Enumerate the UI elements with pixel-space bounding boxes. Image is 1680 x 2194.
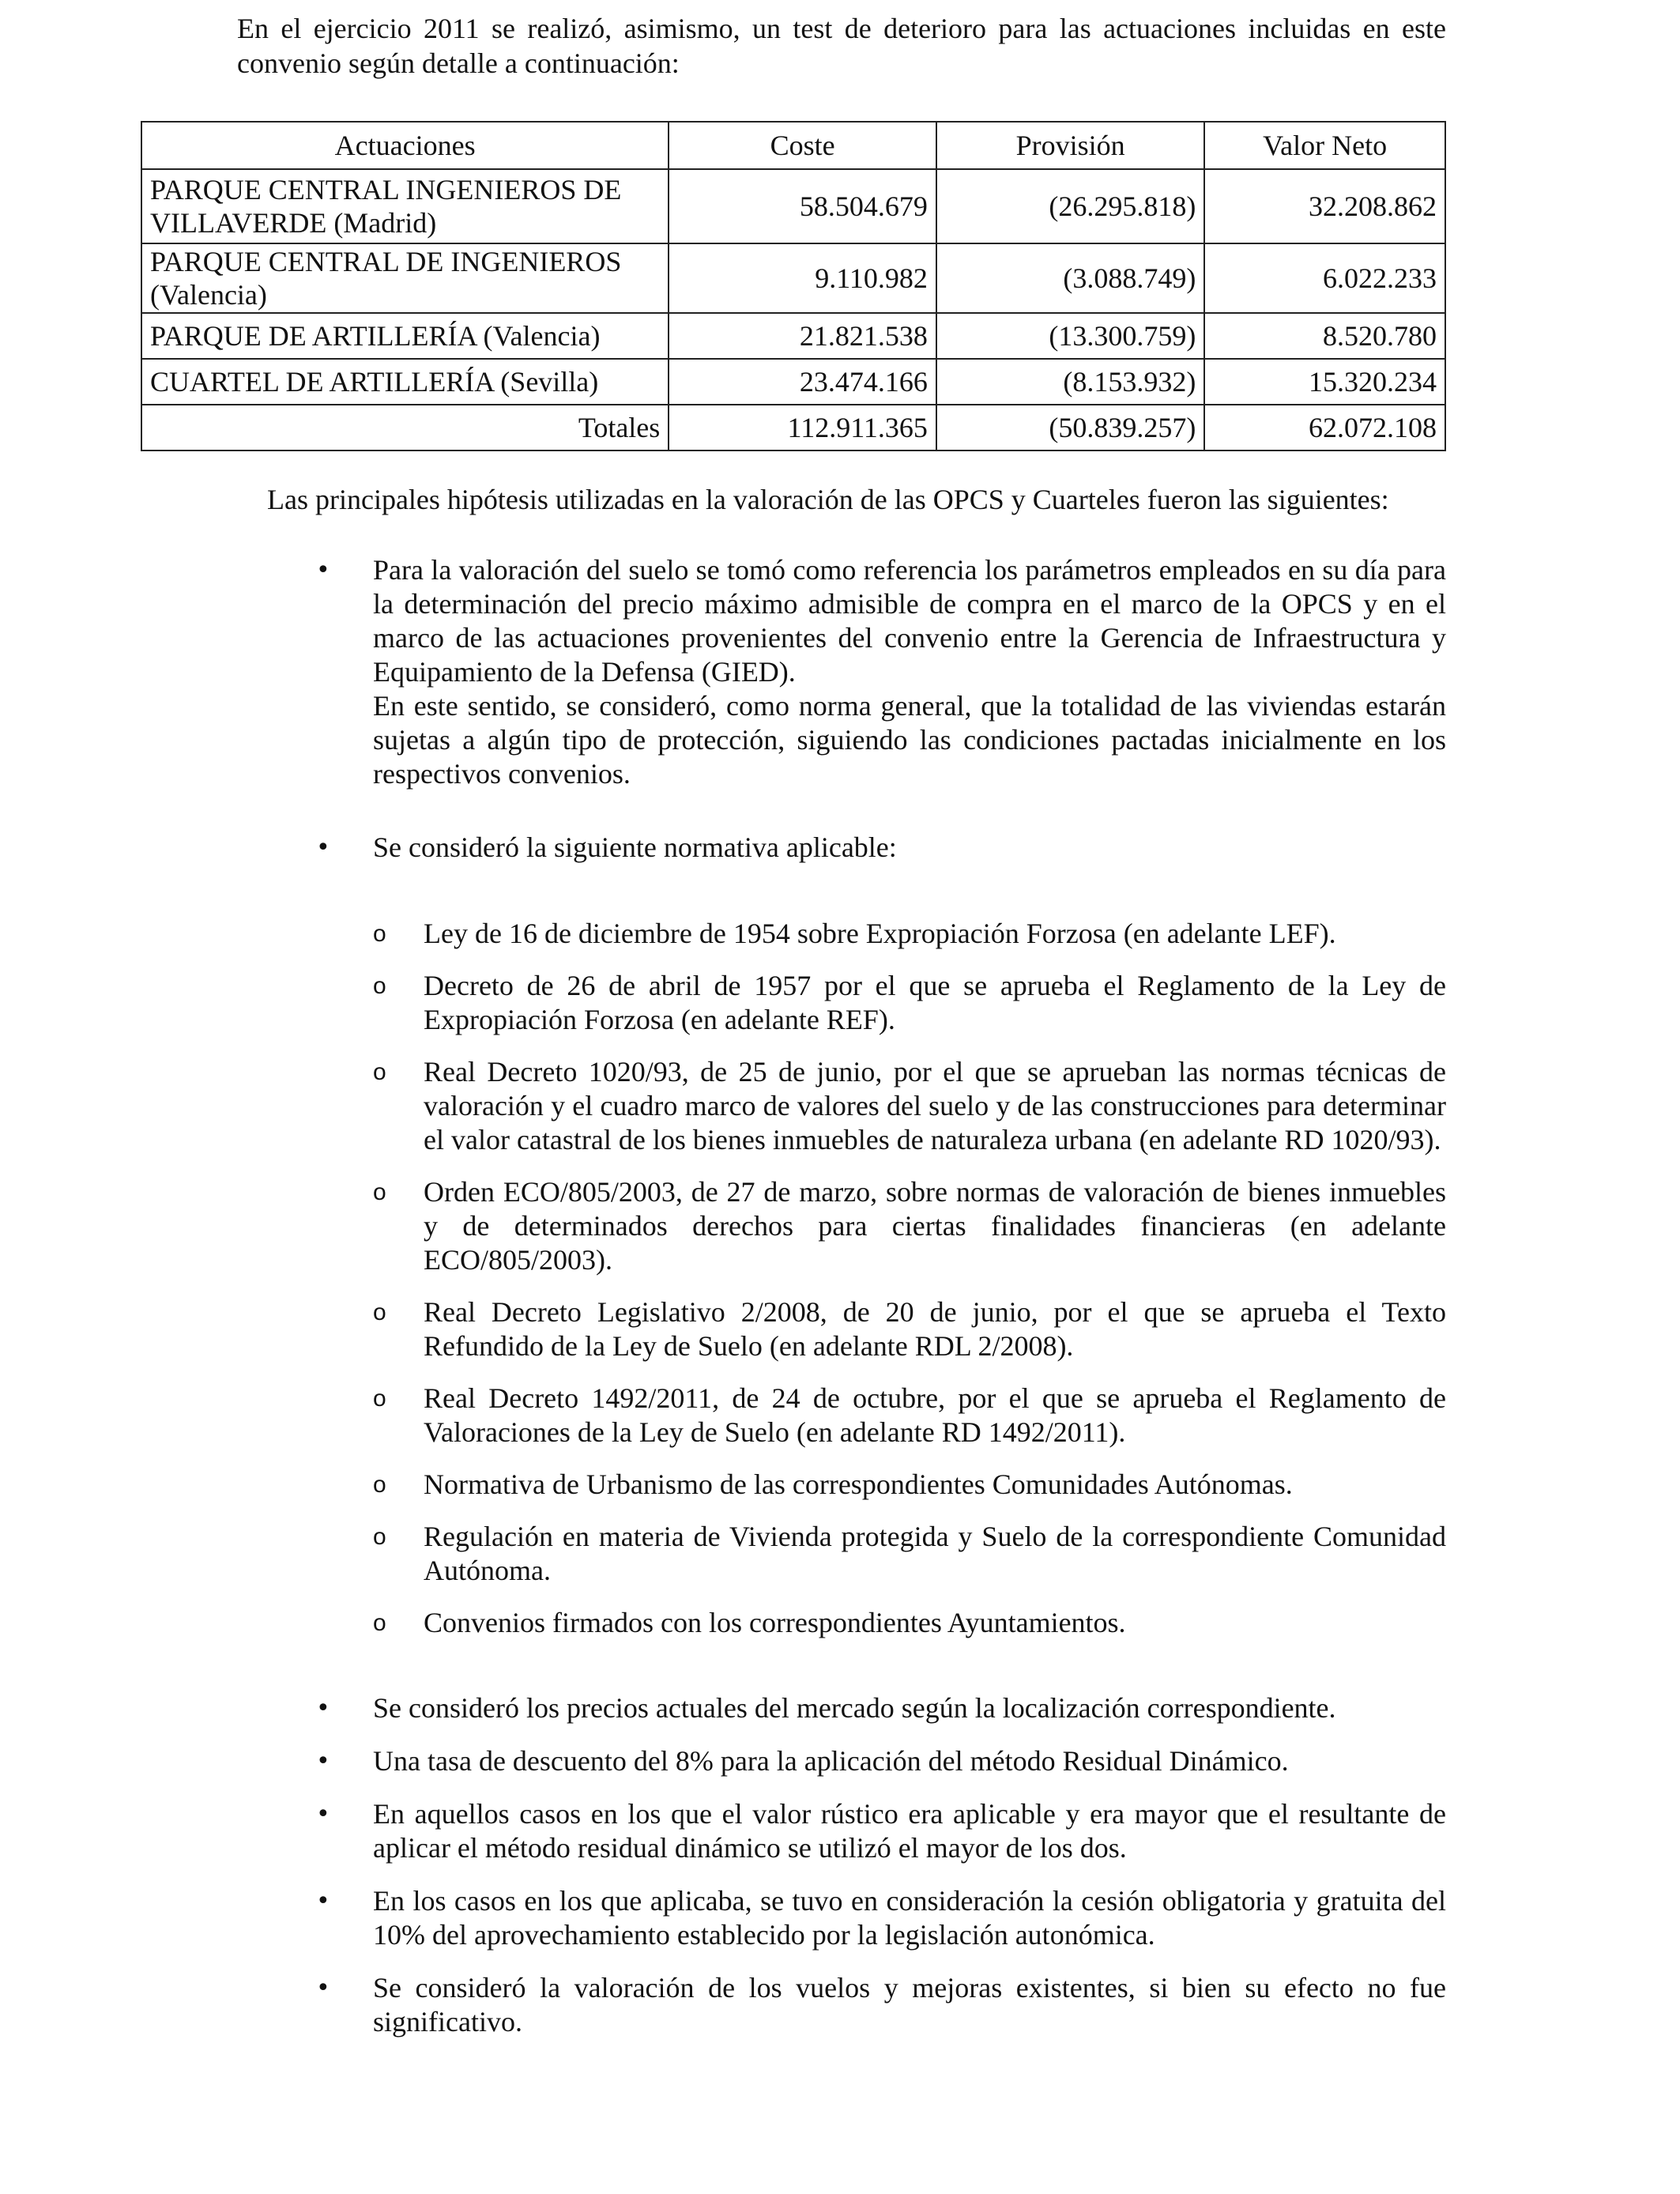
row-name [141, 169, 669, 243]
list-item [316, 1744, 1446, 1778]
row-coste: 58.504.679 [669, 169, 936, 243]
row-coste: 23.474.166 [669, 359, 936, 405]
sub-item-text: Real Decreto Legislativo 2/2008, de 20 de junio, por el que se aprueba el Texto Refundido de la Ley de Suelo (en adelante RDL 2/2008). [424, 1296, 1446, 1362]
row-neto: 32.208.862 [1204, 169, 1445, 243]
list-item [316, 1797, 1446, 1865]
impairment-table [141, 121, 1446, 451]
row-name: PARQUE DE ARTILLERÍA (Valencia) [141, 313, 669, 359]
table-row [141, 243, 1445, 313]
table-row [141, 313, 1445, 359]
totals-neto: 62.072.108 [1204, 405, 1445, 450]
bullet-marker: • [316, 1887, 330, 1915]
list-item [316, 553, 1446, 791]
sub-bullet-marker: o [373, 921, 386, 947]
row-provision: (13.300.759) [936, 313, 1204, 359]
bullet-marker: • [316, 834, 330, 861]
sub-list-item [316, 969, 1446, 1037]
table-totals-row [141, 405, 1445, 450]
bullet-marker: • [316, 1695, 330, 1722]
sub-item-text: Convenios firmados con los correspondientes Ayuntamientos. [424, 1607, 1126, 1638]
row-name-line1: PARQUE CENTRAL INGENIEROS DE [150, 174, 622, 205]
bullet-text: En este sentido, se consideró, como norma general, que la totalidad de las viviendas estarán sujetas a algún tipo de protección, siguiendo las condiciones pactadas inicialmente en los respectivos convenios. [373, 690, 1446, 790]
sub-bullet-marker: o [373, 1179, 386, 1205]
sub-bullet-marker: o [373, 1059, 386, 1085]
bullet-marker: • [316, 556, 330, 584]
list-item [316, 1971, 1446, 2039]
header-valor-neto: Valor Neto [1204, 122, 1445, 169]
row-provision: (3.088.749) [936, 243, 1204, 313]
sub-bullet-marker: o [373, 1472, 386, 1498]
sub-item-text: Real Decreto 1020/93, de 25 de junio, por el que se aprueban las normas técnicas de valoración y el cuadro marco de valores del suelo y de las construcciones para determinar el valor catastral de los bienes inmuebles de naturaleza urbana (en adelante RD 1020/93). [424, 1056, 1446, 1155]
bullet-text: En los casos en los que aplicaba, se tuvo en consideración la cesión obligatoria y gratuita del 10% del aprovechamiento establecido por la legislación autonómica. [373, 1885, 1446, 1951]
sub-list-item [316, 1175, 1446, 1277]
sub-list-item [316, 1382, 1446, 1449]
sub-list-item [316, 1468, 1446, 1502]
additional-hypotheses-list [316, 1691, 1446, 2039]
sub-bullet-marker: o [373, 1385, 386, 1412]
sub-bullet-marker: o [373, 973, 386, 999]
sub-bullet-marker: o [373, 1299, 386, 1325]
table-header-row [141, 122, 1445, 169]
table-row [141, 169, 1445, 243]
row-provision: (26.295.818) [936, 169, 1204, 243]
bullet-text: En aquellos casos en los que el valor rústico era aplicable y era mayor que el resultante de aplicar el método residual dinámico se utilizó el mayor de los dos. [373, 1798, 1446, 1864]
row-name-line1: PARQUE CENTRAL DE INGENIEROS [150, 246, 622, 277]
hypotheses-lead: Las principales hipótesis utilizadas en la valoración de las OPCS y Cuarteles fueron las siguientes: [267, 484, 1389, 515]
header-coste: Coste [669, 122, 936, 169]
bullet-text: Se consideró la siguiente normativa aplicable: [373, 831, 897, 863]
totals-coste: 112.911.365 [669, 405, 936, 450]
list-item [316, 831, 1446, 865]
totals-provision: (50.839.257) [936, 405, 1204, 450]
bullet-text: Se consideró los precios actuales del mercado según la localización correspondiente. [373, 1692, 1336, 1724]
header-actuaciones: Actuaciones [141, 122, 669, 169]
sub-item-text: Ley de 16 de diciembre de 1954 sobre Expropiación Forzosa (en adelante LEF). [424, 918, 1336, 949]
row-name-line2: VILLAVERDE (Madrid) [150, 207, 437, 239]
bullet-text: Para la valoración del suelo se tomó como referencia los parámetros empleados en su día para la determinación del precio máximo admisible de compra en el marco de la OPCS y en el marco de las actuaciones provenientes del convenio entre la Gerencia de Infraestructura y Equipamiento de la Defensa (GIED). [373, 554, 1446, 688]
list-item [316, 1884, 1446, 1952]
row-coste: 9.110.982 [669, 243, 936, 313]
header-provision: Provisión [936, 122, 1204, 169]
row-provision: (8.153.932) [936, 359, 1204, 405]
sub-bullet-marker: o [373, 1610, 386, 1636]
sub-list-item [316, 1606, 1446, 1640]
sub-item-text: Real Decreto 1492/2011, de 24 de octubre, por el que se aprueba el Reglamento de Valoraciones de la Ley de Suelo (en adelante RD 1492/2011). [424, 1382, 1446, 1448]
row-coste: 21.821.538 [669, 313, 936, 359]
intro-paragraph: En el ejercicio 2011 se realizó, asimismo, un test de deterioro para las actuaciones incluidas en este convenio según detalle a continuación: [237, 13, 1446, 79]
sub-item-text: Orden ECO/805/2003, de 27 de marzo, sobre normas de valoración de bienes inmuebles y de determinados derechos para ciertas finalidades financieras (en adelante ECO/805/2003). [424, 1176, 1446, 1276]
row-name: CUARTEL DE ARTILLERÍA (Sevilla) [141, 359, 669, 405]
sub-list-item [316, 1295, 1446, 1363]
regulations-sublist [316, 917, 1446, 1658]
row-name [141, 243, 669, 313]
sub-list-item [316, 1520, 1446, 1588]
hypotheses-list [316, 553, 1446, 865]
row-neto: 8.520.780 [1204, 313, 1445, 359]
list-item [316, 1691, 1446, 1725]
sub-item-text: Decreto de 26 de abril de 1957 por el que se aprueba el Reglamento de la Ley de Expropiación Forzosa (en adelante REF). [424, 970, 1446, 1035]
sub-list-item [316, 917, 1446, 951]
sub-bullet-marker: o [373, 1524, 386, 1550]
table-row [141, 359, 1445, 405]
bullet-text: Se consideró la valoración de los vuelos y mejoras existentes, si bien su efecto no fue significativo. [373, 1972, 1446, 2038]
sub-list-item [316, 1055, 1446, 1157]
sub-item-text: Normativa de Urbanismo de las correspondientes Comunidades Autónomas. [424, 1468, 1293, 1500]
totals-label: Totales [141, 405, 669, 450]
sub-item-text: Regulación en materia de Vivienda protegida y Suelo de la correspondiente Comunidad Autónoma. [424, 1521, 1446, 1586]
row-name-line2: (Valencia) [150, 279, 267, 311]
row-neto: 15.320.234 [1204, 359, 1445, 405]
bullet-text: Una tasa de descuento del 8% para la aplicación del método Residual Dinámico. [373, 1745, 1289, 1777]
bullet-marker: • [316, 1974, 330, 2002]
bullet-marker: • [316, 1747, 330, 1775]
bullet-marker: • [316, 1800, 330, 1828]
row-neto: 6.022.233 [1204, 243, 1445, 313]
